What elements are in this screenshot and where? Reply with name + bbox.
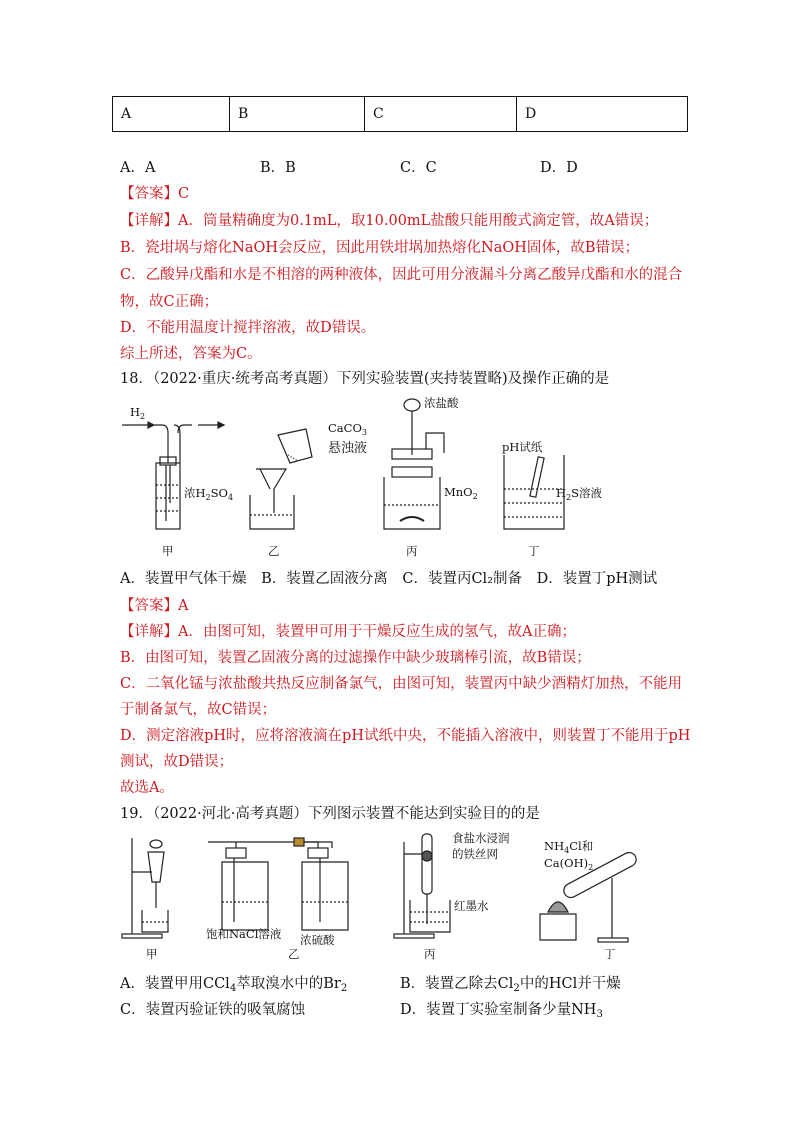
label-h2: $H_2$ [130,405,146,421]
q17-answer: 【答案】C [120,186,190,202]
q17-detail-line: B．瓷坩埚与熔化NaOH会反应，因此用铁坩埚加热熔化NaOH固体，故B错误； [120,240,640,256]
q17-detail-line: C．乙酸异戊酯和水是不相溶的两种液体，因此可用分液漏斗分离乙酸异戊酯和水的混合 [120,267,683,283]
q18-detail-line: 【详解】A．由图可知，装置甲可用于干燥反应生成的氢气，故A正确； [120,624,576,640]
q17-detail-line: 物，故C正确； [120,294,219,310]
q18-detail-line: 于制备氯气，故C错误； [120,702,277,718]
apparatus-drawing [118,393,578,563]
label-conc-h2so4: 浓$H_2SO_4$ [184,486,234,502]
q18-answer: 【答案】A [120,598,189,614]
q18-detail-line: 测试，故D错误； [120,754,234,770]
label-caco3: CaCO$_3$ [328,421,368,437]
q19-option-c: C．装置丙验证铁的吸氧腐蚀 [120,1002,306,1018]
apparatus-drawing [118,828,688,968]
q18-figure [118,393,603,563]
q18-options [120,569,657,589]
option-a: A．A [120,160,156,176]
option-d: D．D [540,160,578,176]
label-red-ink: 红墨水 [454,899,489,913]
table-cell: D [517,97,688,132]
q19-option-d: D．装置丁实验室制备少量$NH_3$ [400,1002,603,1020]
label-conc-hcl: 浓盐酸 [424,396,459,410]
label-mno2: MnO$_2$ [444,485,478,501]
option-a: A．装置甲气体干燥 [120,571,247,587]
label-ph-paper: pH试纸 [502,440,543,454]
q18-detail-line: B．由图可知，装置乙固液分离的过滤操作中缺少玻璃棒引流，故B错误； [120,650,591,666]
q18-detail-line: C．二氧化锰与浓盐酸共热反应制备氯气，由图可知，装置丙中缺少酒精灯加热，不能用 [120,676,683,692]
label-iron-mesh: 的铁丝网 [452,847,498,861]
q18-stem: 18．（2022·重庆·统考高考真题）下列实验装置(夹持装置略)及操作正确的是 [120,371,610,387]
q17-detail-line: 综上所述，答案为C。 [120,346,262,362]
option-c: C．C [400,160,437,176]
q19-figure [118,828,688,968]
q17-detail-line: 【详解】A．筒量精确度为0.1mL，取10.00mL盐酸只能用酸式滴定管，故A错误； [120,213,659,229]
q19-option-a: A．装置甲用CCl$_4$萃取溴水中的$Br_2$ [120,976,348,994]
q18-detail-line: D．测定溶液pH时，应将溶液滴在pH试纸中央，不能插入溶液中，则装置丁不能用于pH [120,728,691,744]
label-salt-water: 食盐水浸润 [452,831,510,845]
label-jia: 甲 [146,947,158,961]
option-b: B．B [260,160,296,176]
label-h2s-solution: $H_2S$溶液 [556,486,603,502]
options-table [112,96,688,132]
q17-detail-line: D．不能用温度计搅拌溶液，故D错误。 [120,320,376,336]
label-bing: 丙 [424,947,436,961]
label-bing: 丙 [406,544,418,558]
q19-option-b: B．装置乙除去$Cl_2$中的HCl并干燥 [400,976,621,994]
label-caoh2: $Ca(OH)_2$ [544,856,594,872]
option-b: B．装置乙固液分离 [261,571,388,587]
label-sat-nacl: 饱和NaCl溶液 [206,927,282,941]
q19-stem: 19．（2022·河北·高考真题）下列图示装置不能达到实验目的的是 [120,806,540,822]
label-conc-h2so4: 浓硫酸 [300,933,335,947]
label-ding: 丁 [528,544,540,558]
label-yi: 乙 [268,544,280,558]
table-cell: B [230,97,365,132]
q18-detail-line: 故选A。 [120,780,174,796]
option-c: C．装置丙Cl₂制备 [402,571,523,587]
q17-options [120,158,680,178]
label-nh4cl: $NH_4Cl$和 [544,839,594,855]
label-jia: 甲 [162,544,174,558]
label-yi: 乙 [288,947,300,961]
table-cell: A [113,97,230,132]
label-ding: 丁 [604,947,616,961]
table-cell: C [365,97,517,132]
option-d: D．装置丁pH测试 [536,571,658,587]
label-suspension: 悬浊液 [328,441,368,456]
